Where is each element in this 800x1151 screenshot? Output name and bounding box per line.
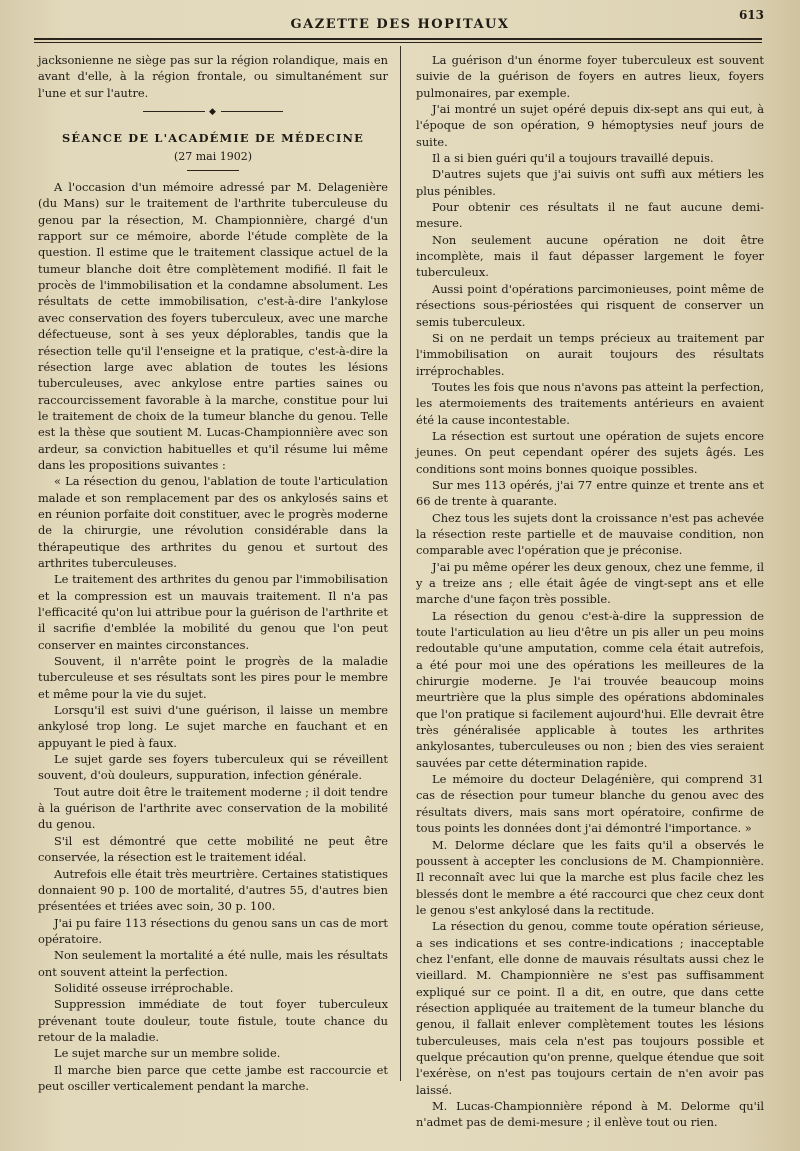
paragraph: Le traitement des arthrites du genou par l'immobilisation et la compression est un mauvais traitement. Il n'a pas l'efficacité qu'on lui attribue pour la guérison de l'arthrite et il sacrifie d'emblée la mobilité du genou que l'on peut conserver en maintes circonstances. [38, 572, 388, 652]
intro-paragraph: jacksonienne ne siège pas sur la région rolandique, mais en avant d'elle, à la région frontale, ou simultanément sur l'une et sur l'autre. [38, 53, 388, 100]
paragraph: « La résection du genou, l'ablation de toute l'articulation malade et son remplacement par des os ankylosés sains et en réunion porfaite doit constituer, avec le progrès moderne de la chirurgie, une révolution considérable dans la thérapeutique des arthrites du genou et surtout des arthrites tuberculeuses. [38, 474, 388, 570]
paragraph: Pour obtenir ces résultats il ne faut aucune demi-mesure. [416, 200, 764, 231]
page-number: 613 [738, 8, 764, 22]
left-column [38, 52, 388, 1094]
paragraph: Le sujet garde ses foyers tuberculeux qui se réveillent souvent, d'où douleurs, suppuration, infection générale. [38, 752, 388, 783]
running-header: GAZETTE DES HOPITAUX [290, 17, 510, 32]
paragraph: Chez tous les sujets dont la croissance n'est pas achevée la résection reste partielle et de mauvaise condition, non comparable avec l'opération que je préconise. [416, 510, 764, 558]
section-title: SÉANCE DE L'ACADÉMIE DE MÉDECINE [61, 131, 365, 146]
paragraph: Si on ne perdait un temps précieux au traitement par l'immobilisation on aurait toujours des résultats irréprochables. [416, 330, 764, 378]
paragraph: Il a si bien guéri qu'il a toujours travaillé depuis. [432, 151, 714, 166]
header-rule [34, 38, 762, 40]
paragraph: D'autres sujets que j'ai suivis ont suffi aux métiers les plus pénibles. [416, 167, 764, 198]
paragraph: Suppression immédiate de tout foyer tuberculeux prévenant toute douleur, toute fistule, toute chance du retour de la maladie. [38, 997, 388, 1044]
paragraph: M. Lucas-Championnière répond à M. Delorme qu'il n'admet pas de demi-mesure ; il enlève tout ou rien. [416, 1099, 764, 1130]
section-ornament: ◆ [38, 104, 388, 120]
paragraph: Le sujet marche sur un membre solide. [54, 1046, 281, 1061]
paragraph: A l'occasion d'un mémoire adressé par M. Delagenière (du Mans) sur le traitement de l'arthrite tuberculeuse du genou par la résection, M. Championnière, chargé d'un rapport sur ce mémoire, aborde l'étude complète de la question. Il estime que le traitement classique actuel de la tumeur blanche doit être complètement modifié. Il fait le procès de l'immobilisation et la condamne absolument. Les résultats de cette immobilisation, c'est-à-dire l'ankylose avec conservation des foyers tuberculeux, avec une marche défectueuse, sont à ses yeux déplorables, tandis que la résection telle qu'il l'enseigne et la pratique, c'est-à-dire la résection large avec ablation de toutes les lésions tuberculeuses, avec ankylose entre parties saines ou raccourcissement favorable à la marche, constitue pour lui le traitement de choix de la tumeur blanche du genou. Telle est la thèse que soutient M. Lucas-Championnière avec son ardeur, sa conviction habituelles et qu'il résume lui même dans les propositions suivantes : [38, 180, 388, 472]
paragraph: S'il est démontré que cette mobilité ne peut être conservée, la résection est le traitement idéal. [38, 833, 388, 865]
paragraph: Lorsqu'il est suivi d'une guérison, il laisse un membre ankylosé trop long. Le sujet marche en fauchant et en appuyant le pied à faux. [38, 703, 388, 750]
section-date: (27 mai 1902) [173, 149, 253, 163]
paragraph: Souvent, il n'arrête point le progrès de la maladie tuberculeuse et ses résultats sont les pires pour le membre et même pour la vie du sujet. [38, 654, 388, 701]
paragraph: Aussi point d'opérations parcimonieuses, point même de résections sous-périostées qui risquent de conserver un semis tuberculeux. [416, 281, 764, 329]
paragraph: Autrefois elle était très meurtrière. Certaines statistiques donnaient 90 p. 100 de mortalité, d'autres 55, d'autres bien présentées et triées avec soin, 30 p. 100. [38, 866, 388, 914]
paragraph: La résection est surtout une opération de sujets encore jeunes. On peut cependant opérer des sujets âgés. Les conditions sont moins bonnes quoique possibles. [416, 428, 764, 476]
paragraph: Solidité osseuse irréprochable. [54, 980, 234, 995]
paragraph: J'ai montré un sujet opéré depuis dix-sept ans qui eut, à l'époque de son opération, 9 hémoptysies neuf jours de suite. [416, 102, 764, 149]
section-rule [187, 170, 239, 171]
right-column [416, 52, 764, 1131]
paragraph: Sur mes 113 opérés, j'ai 77 entre quinze et trente ans et 66 de trente à quarante. [416, 477, 764, 509]
column-divider [400, 46, 401, 1081]
paragraph: La résection du genou c'est-à-dire la suppression de toute l'articulation au lieu d'être un pis aller un peu moins redoutable qu'une amputation, comme cela était autrefois, a été pour moi une des opérations les meilleures de la chirurgie moderne. Je l'ai trouvée beaucoup moins meurtrière que la plus simple des opérations abdominales que l'on pratique si facilement aujourd'hui. Elle devrait être très généralisée applicable à toutes les arthrites ankylosantes, tuberculeuses ou non ; bien des vies seraient sauvées par cette détermination rapide. [416, 608, 764, 770]
paragraph: J'ai pu faire 113 résections du genou sans un cas de mort opératoire. [38, 915, 388, 946]
paragraph: M. Delorme déclare que les faits qu'il a observés le poussent à accepter les conclusions de M. Championnière. Il reconnaît avec lui que la marche est plus facile chez les blessés dont le membre a été raccourci que chez ceux dont le genou s'est ankylosé dans la rectitude. [416, 837, 764, 917]
paragraph: Il marche bien parce que cette jambe est raccourcie et peut osciller verticalement pendant la marche. [38, 1062, 388, 1093]
paragraph: La résection du genou, comme toute opération sérieuse, a ses indications et ses contre-indications ; inacceptable chez l'enfant, elle donne de mauvais résultats aussi chez le vieillard. M. Championnière ne s'est pas suffisamment expliqué sur ce point. Il a dit, en outre, que dans cette résection appliquée au traitement de la tumeur blanche du genou, il fallait enlever complètement toutes les lésions tuberculeuses, mais cela n'est pas toujours possible et quelque précaution qu'on prenne, quelque étendue que soit l'exérèse, on n'est pas toujours certain de n'en avoir pas laissé. [416, 919, 764, 1097]
paragraph: La guérison d'un énorme foyer tuberculeux est souvent suivie de la guérison de foyers en autres lieux, foyers pulmonaires, par exemple. [416, 53, 764, 100]
paragraph: J'ai pu même opérer les deux genoux, chez une femme, il y a treize ans ; elle était âgée de vingt-sept ans et elle marche d'une façon très possible. [416, 559, 764, 607]
paragraph: Toutes les fois que nous n'avons pas atteint la perfection, les atermoiements des traitements antérieurs en avaient été la cause incontestable. [416, 379, 764, 427]
paragraph: Tout autre doit être le traitement moderne ; il doit tendre à la guérison de l'arthrite avec conservation de la mobilité du genou. [38, 784, 388, 832]
paragraph: Non seulement aucune opération ne doit être incomplète, mais il faut dépasser largement le foyer tuberculeux. [416, 232, 764, 280]
paragraph: Le mémoire du docteur Delagénière, qui comprend 31 cas de résection pour tumeur blanche du genou avec des résultats divers, mais sans mort opératoire, confirme de tous points les données dont j'ai démontré l'importance. » [416, 772, 764, 836]
header-rule-thin [34, 42, 762, 43]
paragraph: Non seulement la mortalité a été nulle, mais les résultats ont souvent atteint la perfection. [38, 948, 388, 979]
